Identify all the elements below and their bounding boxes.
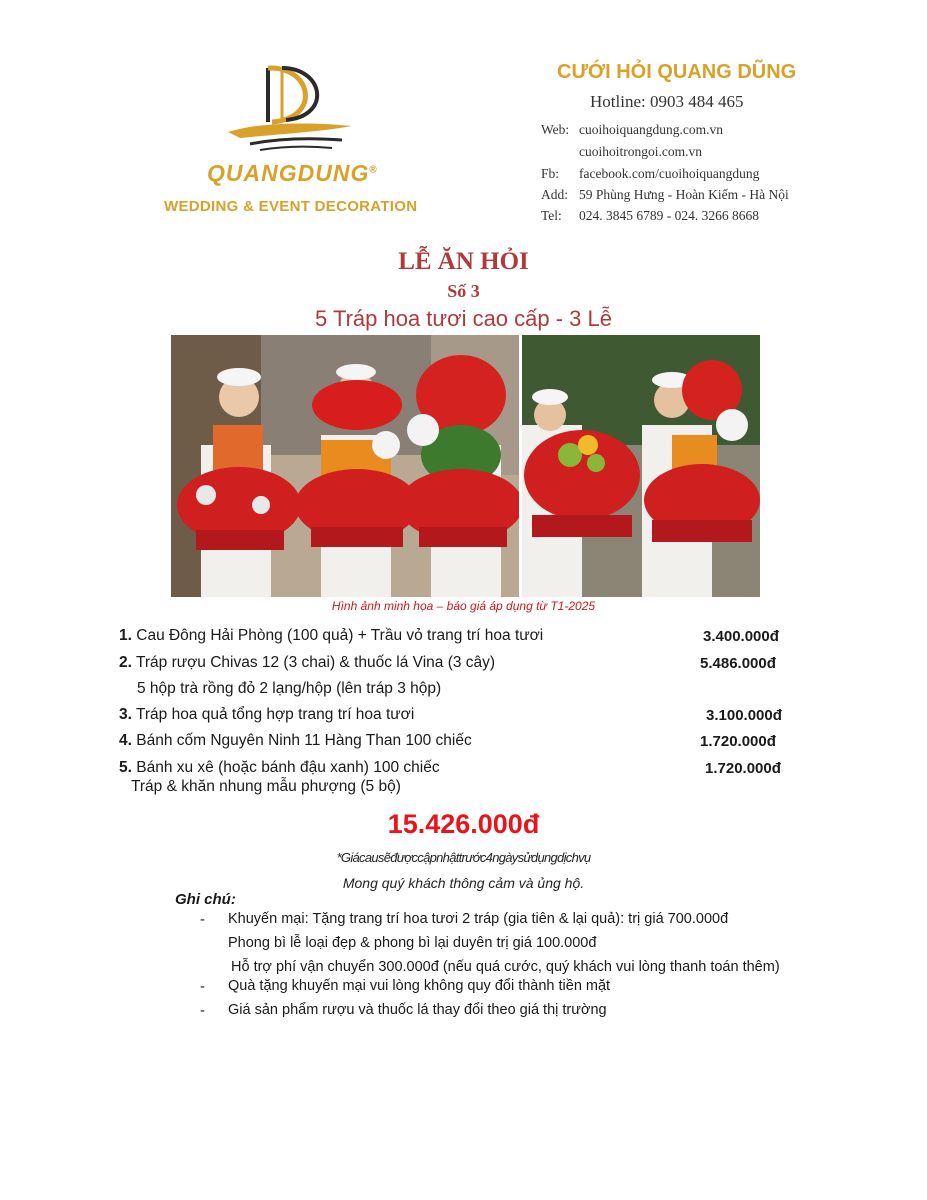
price-item-5-amount: 1.720.000đ [705,760,781,777]
price-item-2-amount: 5.486.000đ [700,655,776,672]
contact-address: Add: 59 Phùng Hưng - Hoàn Kiếm - Hà Nội [541,187,789,202]
price-item-4-amount: 1.720.000đ [700,733,776,750]
note-bullet-2: - [200,978,205,995]
price-item-5-detail: Tráp & khăn nhung mẫu phượng (5 bộ) [131,778,401,795]
price-item-1-amount: 3.400.000đ [703,628,779,645]
note-line-gift: Quà tặng khuyến mại vui lòng không quy đổi thành tiền mặt [228,978,611,994]
contact-web-2: cuoihoitrongoi.com.vn [579,144,702,159]
photo-caption: Hình ảnh minh họa – báo giá áp dụng từ T1-2025 [331,599,596,613]
photo-trays-left [171,335,519,597]
price-item-1: 1. Cau Đông Hải Phòng (100 quả) + Trầu vỏ trang trí hoa tươi [119,627,544,644]
logo-wordmark: QUANGDUNG® [207,160,378,186]
package-subtitle: 5 Tráp hoa tươi cao cấp - 3 Lễ [315,306,612,331]
note-line-market-price: Giá sản phẩm rượu và thuốc lá thay đổi theo giá thị trường [228,1002,607,1018]
logo-tagline: WEDDING & EVENT DECORATION [164,198,418,215]
package-number: Số 3 [447,281,480,301]
note-line-shipping: Hỗ trợ phí vận chuyển 300.000đ (nếu quá cước, quý khách vui lòng thanh toán thêm) [231,959,780,975]
logo-mark [220,60,360,155]
price-item-3: 3. Tráp hoa quả tổng hợp trang trí hoa tươi [119,706,415,723]
price-item-2: 2. Tráp rượu Chivas 12 (3 chai) & thuốc lá Vina (3 cây) [119,654,496,671]
contact-tel: Tel: 024. 3845 6789 - 024. 3266 8668 [541,208,759,223]
thank-you-note: Mong quý khách thông cảm và ủng hộ. [342,875,585,891]
price-item-3-amount: 3.100.000đ [706,707,782,724]
page-title: LỄ ĂN HỎI [398,248,529,275]
contact-web: Web: cuoihoiquangdung.com.vn [541,122,723,137]
price-item-5: 5. Bánh xu xê (hoặc bánh đậu xanh) 100 chiếc [119,759,440,776]
contact-facebook: Fb: facebook.com/cuoihoiquangdung [541,166,760,181]
notes-heading: Ghi chú: [175,891,236,908]
photo-trays-right [522,335,760,597]
price-item-2-detail: 5 hộp trà rồng đỏ 2 lạng/hộp (lên tráp 3 hộp) [137,680,442,697]
note-bullet-1: - [200,911,205,928]
price-update-note: *Giácausẽđượccậpnhậttrước4ngàysửdụngdịchvụ [336,850,591,865]
price-item-4: 4. Bánh cốm Nguyên Ninh 11 Hàng Than 100 chiếc [119,732,472,749]
hotline: Hotline: 0903 484 465 [590,92,744,111]
note-line-promo: Khuyến mại: Tặng trang trí hoa tươi 2 tráp (gia tiên & lại quả): trị giá 700.000đ [228,911,729,927]
brand-name: CƯỚI HỎI QUANG DŨNG [557,61,797,83]
note-line-envelope: Phong bì lễ loại đẹp & phong bì lại duyên trị giá 100.000đ [228,935,597,951]
note-bullet-3: - [200,1002,205,1019]
total-price: 15.426.000đ [387,809,540,839]
